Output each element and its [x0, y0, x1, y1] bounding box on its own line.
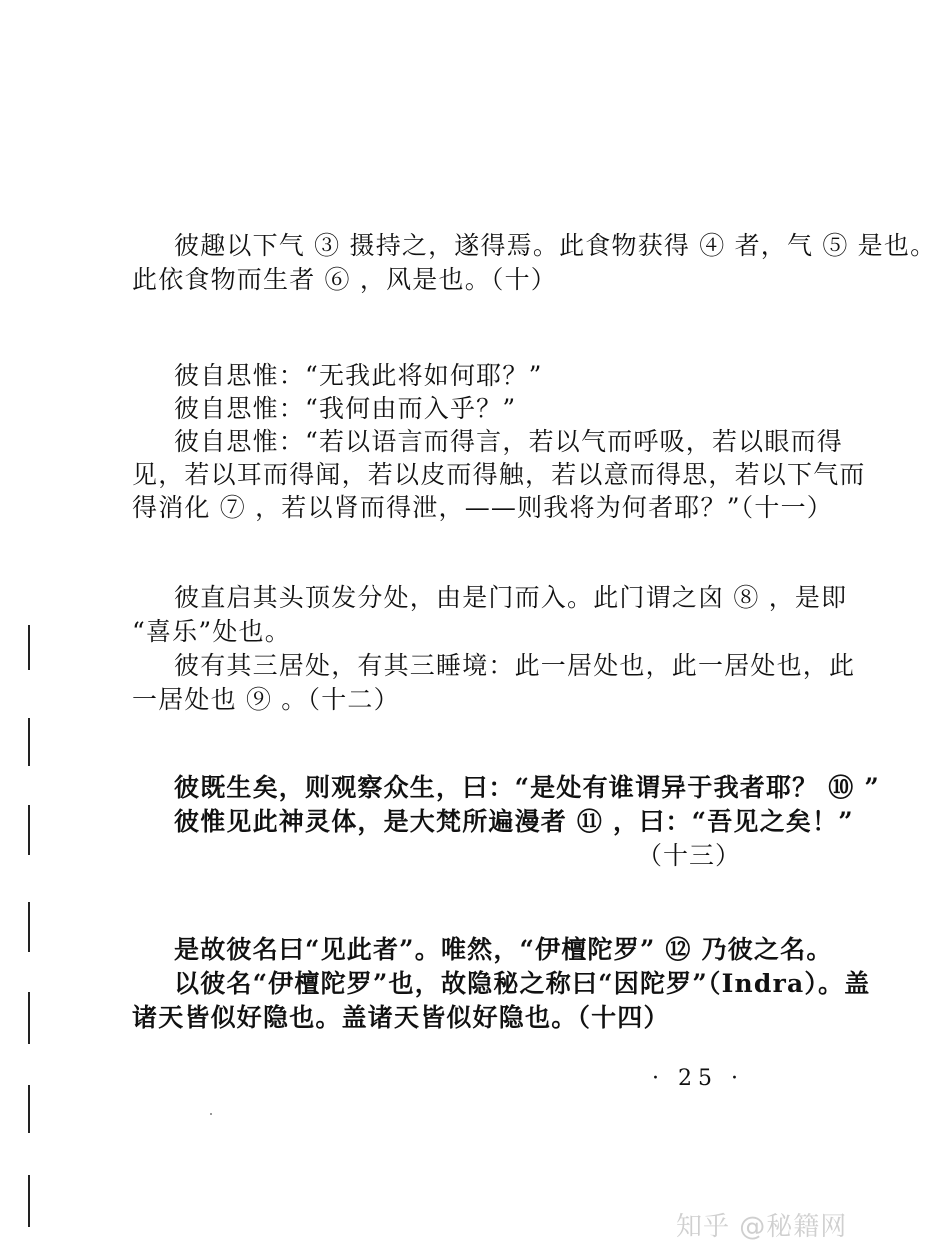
- text-line: 是故彼名曰“见此者”。唯然，“伊檀陀罗” ⑫ 乃彼之名。: [174, 935, 833, 964]
- scan-speck: [210, 1113, 212, 1115]
- text-line: 彼自思惟：“无我此将如何耶？”: [174, 361, 543, 390]
- page-number: · 25 ·: [652, 1066, 744, 1091]
- scan-margin-line: [28, 902, 30, 952]
- scan-margin-line: [28, 1175, 30, 1227]
- text-line: 彼既生矣，则观察众生，曰：“是处有谁谓异于我者耶？ ⑩ ”: [174, 773, 880, 802]
- text-line: 彼自思惟：“若以语言而得言，若以气而呼吸，若以眼而得: [174, 427, 843, 456]
- scan-margin-line: [28, 992, 30, 1044]
- text-line: 彼趣以下气 ③ 摄持之，遂得焉。此食物获得 ④ 者，气 ⑤ 是也。: [174, 231, 936, 260]
- text-line: 诸天皆似好隐也。盖诸天皆似好隐也。（十四）: [132, 1003, 670, 1032]
- text-line: 得消化 ⑦ ，若以肾而得泄，——则我将为何者耶？”（十一）: [132, 493, 833, 522]
- text-line: 彼惟见此神灵体，是大梵所遍漫者 ⑪ ，曰：“吾见之矣！”: [174, 807, 854, 836]
- text-line: 此依食物而生者 ⑥ ，风是也。（十）: [132, 265, 557, 294]
- scan-margin-line: [28, 805, 30, 855]
- text-line: 以彼名“伊檀陀罗”也，故隐秘之称曰“因陀罗”（Indra）。盖: [174, 969, 871, 998]
- text-line: 彼自思惟：“我何由而入乎？”: [174, 394, 517, 423]
- scan-margin-line: [28, 1085, 30, 1133]
- scan-margin-line: [28, 625, 30, 670]
- text-line: 彼直启其头顶发分处，由是门而入。此门谓之囟 ⑧ ，是即: [174, 583, 848, 612]
- watermark: 知乎 @秘籍网: [676, 1212, 848, 1242]
- text-line: 见，若以耳而得闻，若以皮而得触，若以意而得思，若以下气而: [132, 460, 866, 489]
- scan-margin-line: [28, 718, 30, 766]
- text-line: “喜乐”处也。: [132, 617, 291, 646]
- text-line: 彼有其三居处，有其三睡境：此一居处也，此一居处也，此: [174, 651, 856, 680]
- section-end-marker: （十三）: [636, 841, 741, 870]
- text-line: 一居处也 ⑨ 。（十二）: [132, 685, 400, 714]
